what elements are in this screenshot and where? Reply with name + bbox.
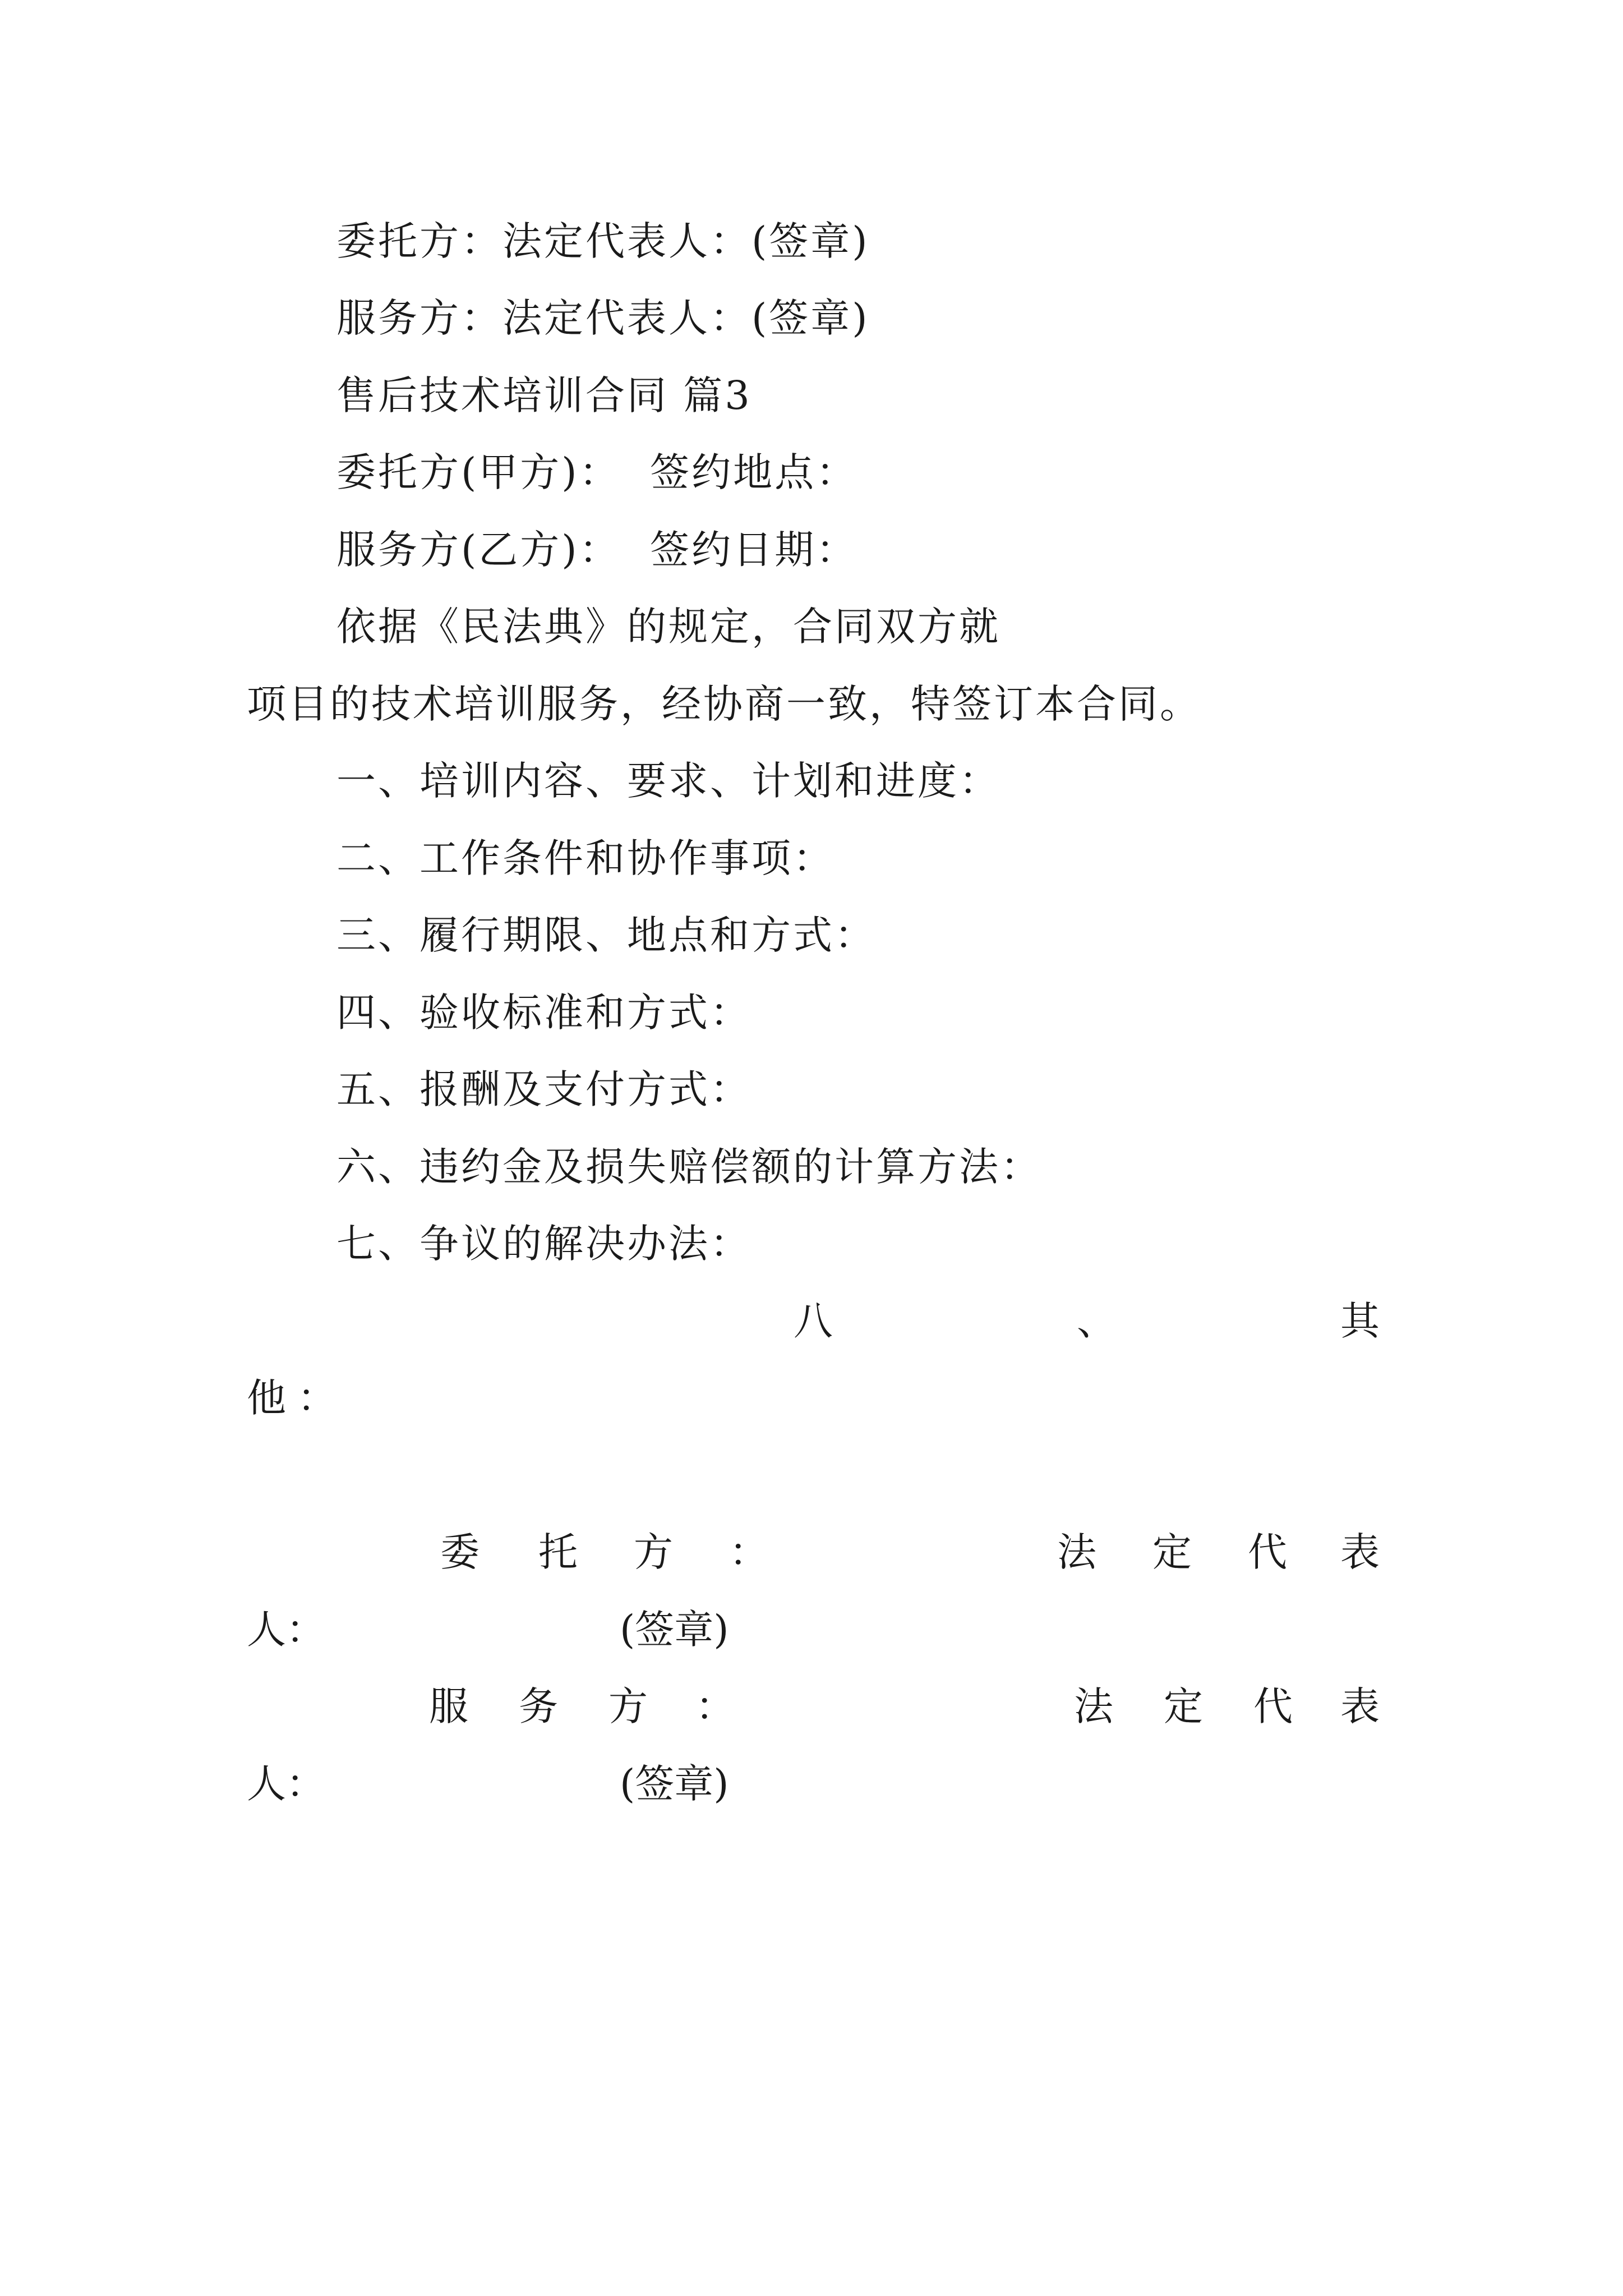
- sign2-rep-4: 表: [1340, 1683, 1380, 1729]
- sign1-char-3: 方: [634, 1529, 673, 1575]
- clause-3: 三、履行期限、地点和方式：: [336, 912, 876, 958]
- clause-7: 七、争议的解决办法：: [336, 1221, 751, 1267]
- sign1-rep-2: 定: [1152, 1529, 1192, 1575]
- clause-4: 四、验收标准和方式：: [336, 990, 751, 1036]
- sign1-person: 人：: [247, 1607, 325, 1653]
- clause-8-word-end: 他：: [247, 1375, 348, 1421]
- text-line-1: 委托方：法定代表人：(签章): [336, 218, 870, 264]
- sign2-seal: (签章): [620, 1761, 729, 1807]
- text-line-2: 服务方：法定代表人：(签章): [336, 295, 870, 341]
- clause-2: 二、工作条件和协作事项：: [336, 835, 834, 881]
- section-title: 售后技术培训合同 篇3: [336, 372, 752, 418]
- text-line-party-b: 服务方(乙方)： 签约日期：: [336, 527, 858, 573]
- clause-8-separator: 、: [1077, 1298, 1116, 1344]
- sign1-rep-1: 法: [1057, 1529, 1096, 1575]
- clause-8-word-start: 其: [1340, 1298, 1380, 1344]
- text-line-party-a: 委托方(甲方)： 签约地点：: [336, 449, 858, 495]
- sign2-char-2: 务: [519, 1683, 558, 1729]
- sign2-char-1: 服: [429, 1683, 468, 1729]
- sign1-seal: (签章): [620, 1607, 729, 1653]
- sign2-char-4: ：: [695, 1683, 735, 1729]
- text-line-basis-cont: 项目的技术培训服务，经协商一致，特签订本合同。: [247, 681, 1201, 727]
- sign1-rep-4: 表: [1340, 1529, 1380, 1575]
- sign2-rep-3: 代: [1253, 1683, 1293, 1729]
- sign2-person: 人：: [247, 1761, 325, 1807]
- clause-6: 六、违约金及损失赔偿额的计算方法：: [336, 1144, 1042, 1190]
- clause-1: 一、培训内容、要求、计划和进度：: [336, 758, 1000, 804]
- sign2-char-3: 方: [608, 1683, 648, 1729]
- clause-8-number: 八: [794, 1298, 833, 1344]
- sign2-rep-2: 定: [1164, 1683, 1203, 1729]
- sign1-char-1: 委: [440, 1529, 479, 1575]
- sign2-rep-1: 法: [1074, 1683, 1113, 1729]
- sign1-char-4: ：: [729, 1529, 768, 1575]
- text-line-basis: 依据《民法典》的规定，合同双方就: [336, 604, 1000, 650]
- sign1-char-2: 托: [538, 1529, 578, 1575]
- clause-5: 五、报酬及支付方式：: [336, 1066, 751, 1112]
- sign1-rep-3: 代: [1248, 1529, 1287, 1575]
